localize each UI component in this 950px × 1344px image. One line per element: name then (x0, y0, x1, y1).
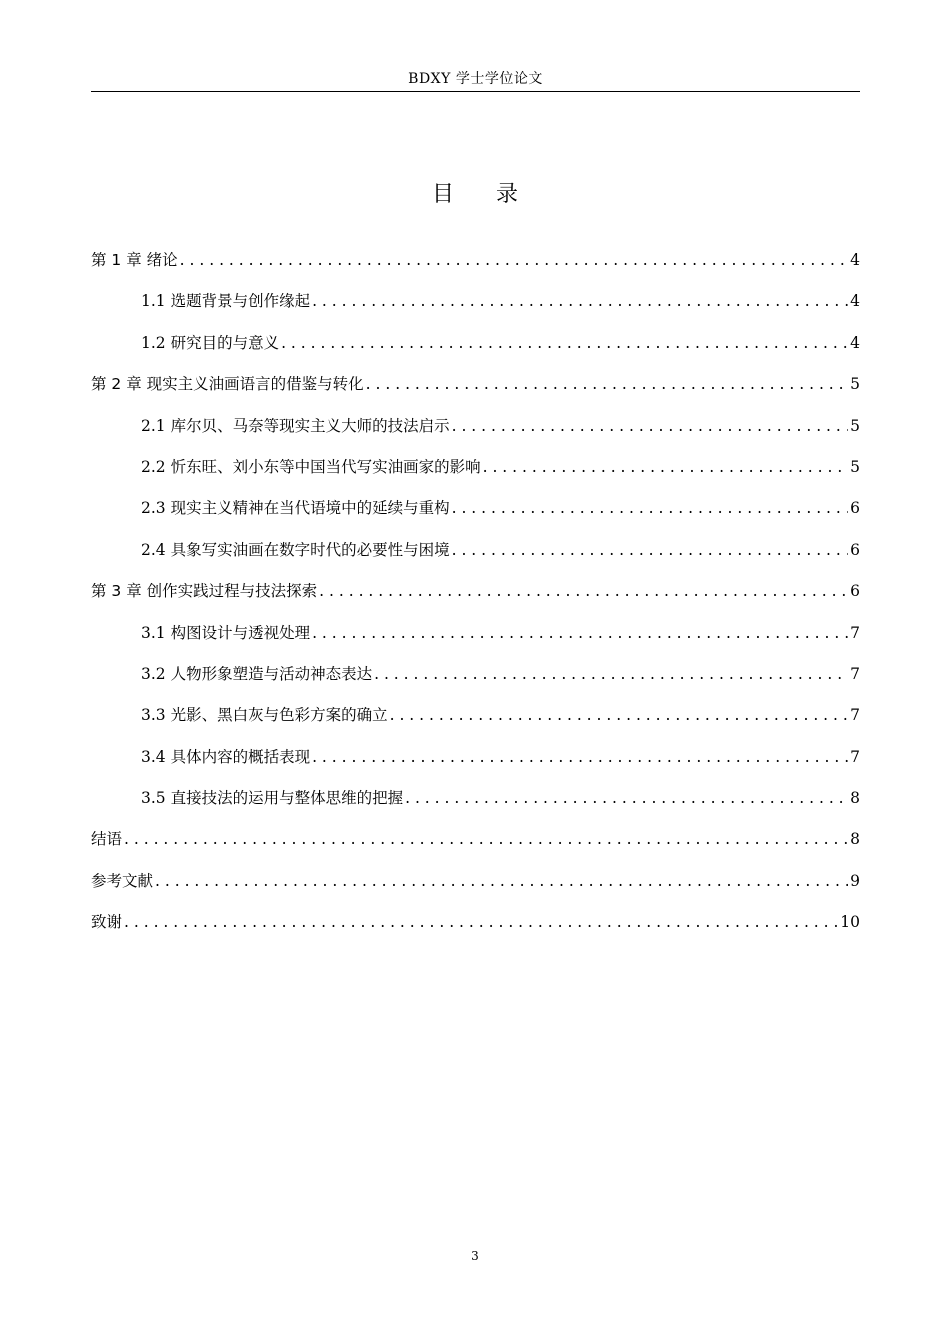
toc-entry-page: 6 (850, 499, 860, 518)
dot-leader (312, 745, 848, 769)
toc-entry[interactable] (91, 910, 860, 951)
toc-entry-text: 结语 (91, 830, 123, 849)
toc-entry[interactable] (91, 289, 860, 330)
toc-entry-text: 3.1 构图设计与透视处理 (141, 623, 311, 642)
toc-entry-text: 参考文献 (91, 871, 154, 890)
dot-leader (405, 786, 848, 810)
toc-entry[interactable] (91, 455, 860, 496)
dot-leader (366, 372, 848, 396)
toc-entry-page: 8 (850, 830, 860, 849)
dot-leader (483, 455, 849, 479)
toc-entry-text: 2.4 具象写实油画在数字时代的必要性与困境 (141, 540, 450, 559)
toc-entry-page: 5 (850, 375, 860, 394)
toc-entry[interactable] (91, 662, 860, 703)
toc-entry-text: 3.4 具体内容的概括表现 (141, 747, 311, 766)
toc-entry[interactable] (91, 827, 860, 868)
toc-entry[interactable] (91, 331, 860, 372)
toc-entry-text: 2.2 忻东旺、刘小东等中国当代写实油画家的影响 (141, 457, 481, 476)
running-header: BDXY 学士学位论文 (91, 70, 860, 92)
toc-entry-text: 3.2 人物形象塑造与活动神态表达 (141, 664, 373, 683)
toc-entry-text: 2.1 库尔贝、马奈等现实主义大师的技法启示 (141, 416, 450, 435)
dot-leader (312, 289, 848, 313)
toc-title: 目录 (431, 182, 560, 207)
toc-entry[interactable] (91, 496, 860, 537)
dot-leader (374, 662, 848, 686)
toc-entry[interactable] (91, 248, 860, 289)
toc-entry-page: 9 (850, 871, 860, 890)
toc-entry-text: 3.5 直接技法的运用与整体思维的把握 (141, 789, 404, 808)
dot-leader (452, 538, 849, 562)
dot-leader (124, 827, 848, 851)
toc-entry-page: 7 (850, 623, 860, 642)
table-of-contents (91, 248, 860, 952)
toc-entry-page: 6 (850, 582, 860, 601)
toc-entry[interactable] (91, 621, 860, 662)
toc-entry-page: 4 (850, 292, 860, 311)
toc-entry-page: 6 (850, 540, 860, 559)
dot-leader (390, 703, 849, 727)
toc-entry[interactable] (91, 786, 860, 827)
dot-leader (155, 869, 848, 893)
dot-leader (452, 414, 849, 438)
toc-entry[interactable] (91, 869, 860, 910)
toc-entry[interactable] (91, 414, 860, 455)
toc-entry-page: 7 (850, 706, 860, 725)
dot-leader (319, 579, 848, 603)
toc-entry-text: 1.1 选题背景与创作缘起 (141, 292, 311, 311)
toc-entry-text: 第 1 章 绪论 (91, 251, 178, 269)
toc-entry-text: 第 2 章 现实主义油画语言的借鉴与转化 (91, 375, 364, 394)
toc-entry-page: 4 (850, 251, 860, 269)
toc-entry[interactable] (91, 579, 860, 620)
toc-entry-text: 致谢 (91, 913, 123, 932)
toc-entry[interactable] (91, 745, 860, 786)
toc-entry[interactable] (91, 372, 860, 413)
toc-entry[interactable] (91, 538, 860, 579)
toc-entry[interactable] (91, 703, 860, 744)
toc-entry-page: 10 (840, 913, 860, 932)
dot-leader (281, 331, 848, 355)
dot-leader (312, 621, 848, 645)
toc-entry-page: 4 (850, 333, 860, 352)
toc-entry-text: 第 3 章 创作实践过程与技法探索 (91, 582, 318, 601)
toc-entry-text: 2.3 现实主义精神在当代语境中的延续与重构 (141, 499, 450, 518)
page-number: 3 (471, 1249, 479, 1263)
toc-entry-page: 5 (850, 416, 860, 435)
toc-entry-page: 7 (850, 664, 860, 683)
dot-leader (124, 910, 838, 934)
toc-entry-text: 3.3 光影、黑白灰与色彩方案的确立 (141, 706, 388, 725)
toc-entry-text: 1.2 研究目的与意义 (141, 333, 280, 352)
toc-entry-page: 5 (850, 457, 860, 476)
toc-entry-page: 8 (850, 789, 860, 808)
dot-leader (180, 248, 848, 272)
toc-entry-page: 7 (850, 747, 860, 766)
dot-leader (452, 496, 849, 520)
